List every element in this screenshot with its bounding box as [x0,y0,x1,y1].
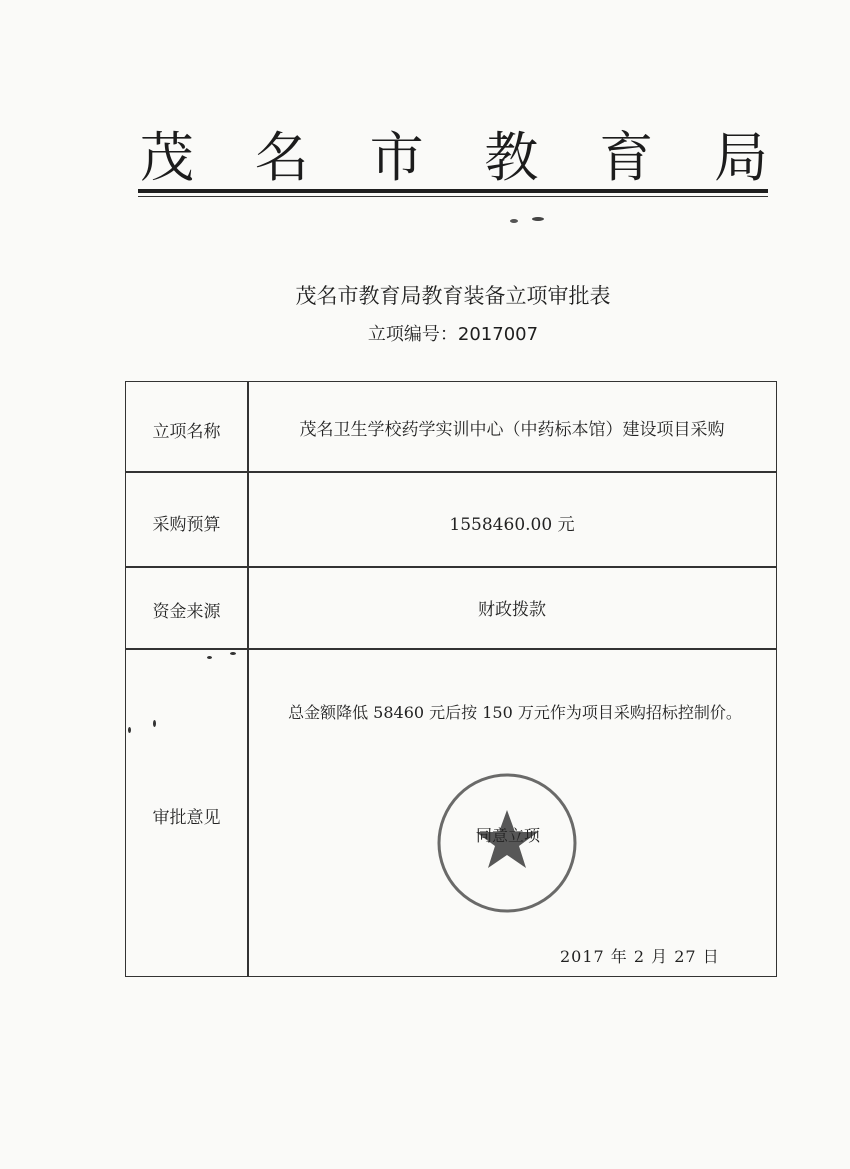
letterhead [140,118,768,188]
approval-date: 2017 年 2 月 27 日 [560,947,720,966]
form-number: 立项编号：2017007 [367,324,539,345]
approval-text: 同意立项 [476,826,541,845]
approval-table [125,381,777,977]
opinion-text: 总金额降低 58460 元后按 150 万元作为项目采购招标控制价。 [288,703,742,722]
table-row-divider [126,471,776,473]
scan-speck [128,727,131,733]
letterhead-char: 教 [484,125,539,189]
scan-speck [207,656,212,659]
row-value-project-name: 茂名卫生学校药学实训中心（中药标本馆）建设项目采购 [299,420,725,440]
row-label-fund-source: 资金来源 [152,602,221,622]
form-title: 茂名市教育局教育装备立项审批表 [295,284,611,308]
table-row-divider [126,648,776,650]
letterhead-char: 茂 [140,125,194,189]
scan-speck [153,720,156,727]
row-value-fund-source: 财政拨款 [478,600,546,620]
row-label-opinion: 审批意见 [152,808,221,828]
letterhead-rule-thin [138,196,768,197]
scan-speck [230,652,236,655]
letterhead-char: 市 [369,125,424,189]
row-label-budget: 采购预算 [152,515,221,535]
row-label-project-name: 立项名称 [152,422,221,442]
letterhead-rule-thick [138,189,768,193]
scan-specks [505,213,555,225]
letterhead-char: 名 [254,125,309,189]
row-value-budget: 1558460.00 元 [449,515,575,535]
letterhead-char: 局 [713,125,768,189]
letterhead-char: 育 [599,125,654,189]
table-row-divider [126,566,776,568]
